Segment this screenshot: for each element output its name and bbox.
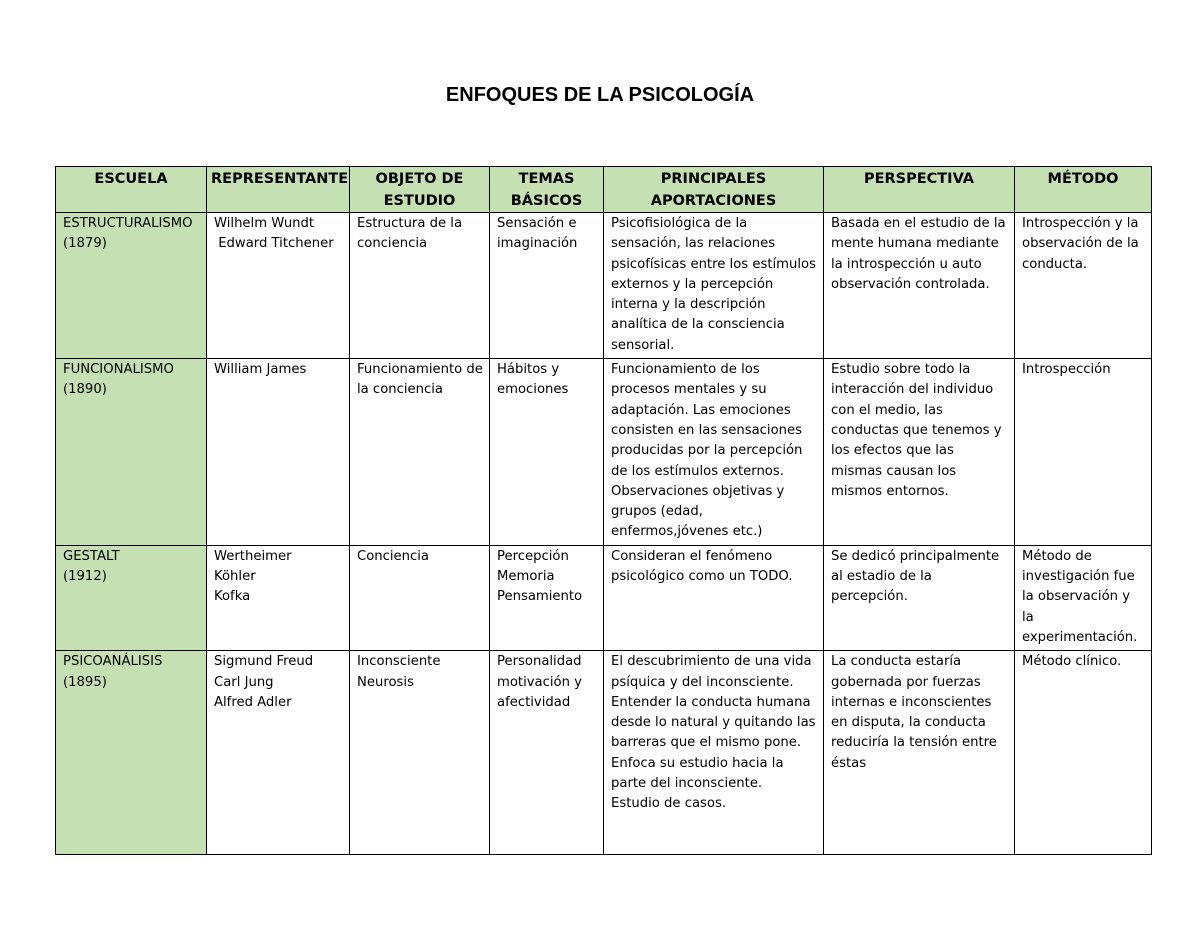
school-year: (1895)	[63, 674, 107, 690]
school-year: (1890)	[63, 382, 107, 398]
school-name: PSICOANÁLISIS	[63, 654, 163, 670]
page-title: ENFOQUES DE LA PSICOLOGÍA	[445, 84, 755, 106]
school-name: FUNCIONALISMO	[63, 362, 174, 378]
school-cell	[56, 359, 207, 546]
representative: William James	[214, 362, 307, 378]
school-year: (1879)	[63, 236, 107, 252]
topic: Percepción	[497, 548, 569, 564]
topics-cell: Hábitos y emociones	[490, 359, 604, 546]
topics-cell: Sensación e imaginación	[490, 213, 604, 359]
method-cell: Método clínico.	[1015, 651, 1152, 855]
representative-cell	[207, 359, 350, 546]
object-cell: Funcionamiento de la conciencia	[350, 359, 490, 546]
table-row	[56, 213, 1152, 359]
contribution-item: El descubrimiento de una vida psíquica y del inconsciente.	[611, 654, 816, 690]
header-escuela: ESCUELA	[56, 167, 207, 213]
representative: Wilhelm Wundt	[214, 216, 315, 231]
topics-cell: Personalidad motivación y afectividad	[490, 651, 604, 855]
school-cell	[56, 213, 207, 359]
representative: Carl Jung	[214, 674, 274, 690]
table-row	[56, 545, 1152, 650]
representative-cell	[207, 213, 350, 359]
representative: Wertheimer	[214, 548, 292, 564]
representative: Alfred Adler	[214, 694, 292, 710]
contributions-cell: Psicofisiológica de la sensación, las relaciones psicofísicas entre los estímulos externos y la percepción interna y la descripción analítica de la consciencia sensorial.	[604, 213, 824, 359]
object-item: Inconsciente	[357, 654, 441, 670]
contributions-cell: Consideran el fenómeno psicológico como un TODO.	[604, 545, 824, 650]
header-perspectiva: PERSPECTIVA	[824, 167, 1015, 213]
table-row	[56, 651, 1152, 855]
header-aportaciones: PRINCIPALES APORTACIONES	[604, 167, 824, 213]
header-representante: REPRESENTANTE	[207, 167, 350, 213]
psychology-approaches-table	[55, 166, 1152, 855]
school-cell	[56, 545, 207, 650]
object-cell: Estructura de la conciencia	[350, 213, 490, 359]
representative-cell	[207, 545, 350, 650]
method-cell: Introspección y la observación de la conducta.	[1015, 213, 1152, 359]
contributions-cell: Funcionamiento de los procesos mentales y su adaptación. Las emociones consisten en las sensaciones producidas por la percepción de los estímulos externos. Observaciones objetivas y grupos (edad, enfermos,jóvenes etc.)	[604, 359, 824, 546]
topic: Memoria	[497, 569, 555, 585]
object-cell: Conciencia	[350, 545, 490, 650]
perspective-cell: Basada en el estudio de la mente humana mediante la introspección u auto observación controlada.	[824, 213, 1015, 359]
header-objeto: OBJETO DE ESTUDIO	[350, 167, 490, 213]
header-temas: TEMAS BÁSICOS	[490, 167, 604, 213]
table-header-row	[56, 167, 1152, 213]
object-cell	[350, 651, 490, 855]
representative: Sigmund Freud	[214, 654, 314, 670]
contribution-item: Estudio de casos.	[611, 796, 727, 812]
school-name: GESTALT	[63, 548, 120, 564]
method-cell: Introspección	[1015, 359, 1152, 546]
object-item: Neurosis	[357, 674, 414, 690]
header-metodo: MÉTODO	[1015, 167, 1152, 213]
representative: Kofka	[214, 589, 251, 605]
table-row	[56, 359, 1152, 546]
method-cell: Método de investigación fue la observación y la experimentación.	[1015, 545, 1152, 650]
perspective-cell: Se dedicó principalmente al estadio de la percepción.	[824, 545, 1015, 650]
contribution-item: Enfoca su estudio hacia la parte del inconsciente.	[611, 755, 788, 792]
perspective-cell: La conducta estaría gobernada por fuerzas internas e inconscientes en disputa, la conducta reduciría la tensión entre éstas	[824, 651, 1015, 855]
representative-cell	[207, 651, 350, 855]
contribution-item: Entender la conducta humana desde lo natural y quitando las barreras que el mismo pone.	[611, 694, 820, 751]
representative: Edward Titchener	[214, 236, 334, 252]
representative: Köhler	[214, 569, 256, 585]
contributions-cell	[604, 651, 824, 855]
school-cell	[56, 651, 207, 855]
topic: Pensamiento	[497, 589, 583, 605]
topics-cell	[490, 545, 604, 650]
school-name: ESTRUCTURALISMO	[63, 216, 193, 231]
school-year: (1912)	[63, 569, 107, 585]
perspective-cell: Estudio sobre todo la interacción del individuo con el medio, las conductas que tenemos y los efectos que las mismas causan los mismos entornos.	[824, 359, 1015, 546]
